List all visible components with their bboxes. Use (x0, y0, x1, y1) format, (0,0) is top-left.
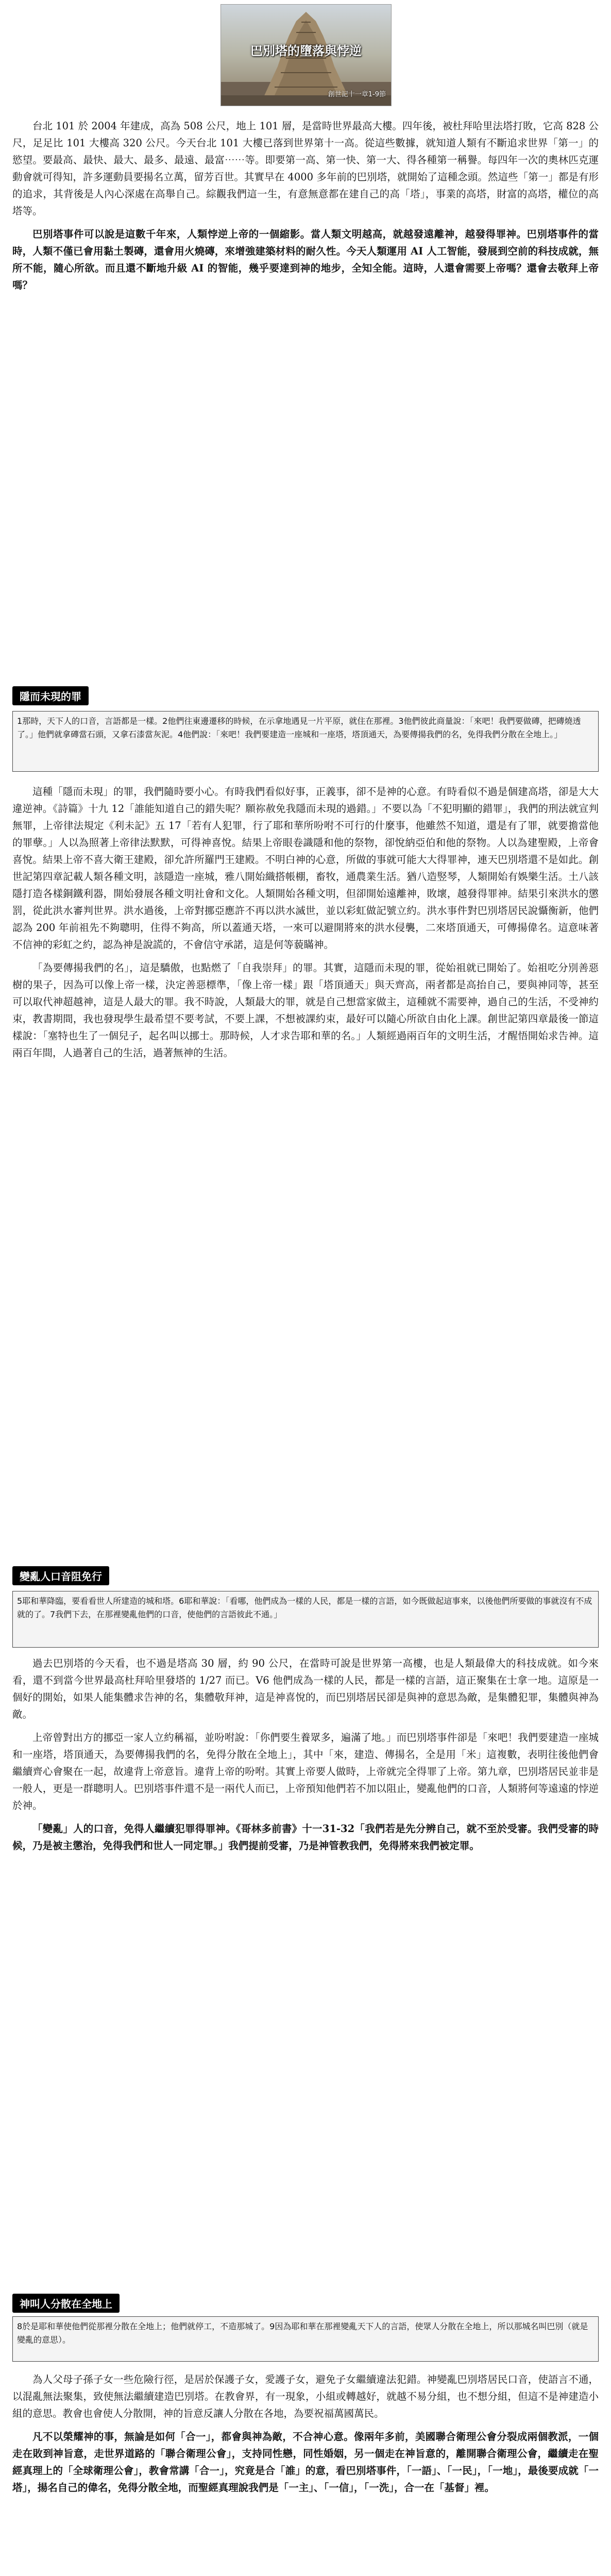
paragraph: 過去巴別塔的今天看，也不過是塔高 30 層，約 90 公尺，在當時可說是世界第一高樓，也是人類最偉大的科技成就。如今來看，還不到當今世界最高杜拜哈里發塔的 1/27 而已。V6 他們成為一樣的人民，都是一樣的言語，這正聚集在士拿一地。這原是一個好的開始，如果人能集體求告神的名，集體敬拜神，這是神喜悅的，而巴別塔居民卻是與神的意思為敵，是集體犯罪，集體與神為敵。 (12, 1657, 599, 1720)
section-2-body (12, 1655, 599, 1860)
hero-title: 巴別塔的墮落與悖逆 (250, 44, 362, 58)
paragraph: 這種「隱而未現」的罪，我們隨時要小心。有時我們看似好事，正義事，卻不是神的心意。有時看似不過是個建高塔，卻是大大違逆神。《詩篇》十九 12「誰能知道自己的錯失呢？願祢赦免我隱而未現的過錯。」不要以為「不犯明顯的錯罪」，我們的刑法就宣判無罪，上帝律法規定《利未記》五 17「若有人犯罪，行了耶和華所吩咐不可行的什麼事，他雖然不知道，還是有了罪，就要擔當他的罪孽。」人以為照著上帝律法默默，可得神喜悅。結果上帝眼卷識隱和他的祭物，卻悅納亞伯和他的祭物。人以為建聖殿，上帝會喜悅。結果上帝不喜大衛王建殿，卻允許所羅門王建殿。不明白神的心意，所做的事就可能大大得罪神，連天巴別塔還不是如此。創世記第四章記載人類各種文明，該隱造一座城，雅八開始織搭帳棚，畜牧，通農業生活。猶八造竪琴，人類開始有娛樂生活。土八該隱打造各樣銅鐵利器，開始發展各種文明社會和文化。人類開始各種文明，但卻開始遠離神，敗壞，越發得罪神。結果引來洪水的懲罰，從此洪水審判世界。洪水過後，上帝對挪亞應許不再以洪水滅世，並以彩虹做記號立約。洪水事件對巴別塔居民說懾衡新，他們認為 200 年前祖先不夠聰明，住得不夠高，所以蓋通天塔，一來可以避開將來的洪水侵襲，二來塔頂通天，可傳揚偉名。這意味著不信神的彩虹之約，認為神是說謊的，不會信守承諾，這是何等藐瞞神。 (12, 786, 599, 951)
paragraph: 上帝曾對出方的挪亞一家人立約稱福，並吩咐說：「你們要生養眾多，遍滿了地。」而巴別塔事件卻是「來吧！我們要建造一座城和一座塔，塔頂通天，為要傳揚我們的名，免得分散在全地上」，其中「來，建造、傳揚名，全是用「米」這複數，表明往後他們會繼續齊心會聚在一起，故違背上帝意旨。違背上帝的吩咐。其實上帝要人做時，上帝就完全得罪了上帝。第九章，巴別塔居民並非是一般人，更是一群聰明人。巴別塔事件還不是一兩代人而已，上帝預知他們若不加以阻止，變亂他們的口音，人類將何等遠遠的悖逆於神。 (12, 1732, 599, 1811)
paragraph: 凡不以榮耀神的事，無論是如何「合一」，都會與神為敵，不合神心意。像兩年多前，美國聯合衛理公會分裂成兩個教派，一個走在敗到神旨意，走世界道路的「聯合衛理公會」，支持同性戀，同性婚姻，另一個走在神旨意的，離開聯合衛理公會，繼續走在聖經真理上的「全球衛理公會」，教會常講「合一」，究竟是合「誰」的意，看巴別塔事件，「一語」、「一民」，「一地」，最後要成就「一塔」，揚名自己的偉名，免得分散全地，而聖經真理說我們是「一主」、「一信」，「一洗」，合一在「基督」裡。 (12, 2431, 599, 2494)
section-heading: 隱而未現的罪 (12, 686, 89, 705)
intro-section (12, 117, 599, 300)
section-heading: 神叫人分散在全地上 (12, 2294, 120, 2313)
scripture-box: 1那時，天下人的口音，言語都是一樣。2他們往東邊遷移的時候，在示拿地遇見一片平原，就住在那裡。3他們彼此商量說：「來吧！我們要做磚，把磚燒透了。」他們就拿磚當石頭，又拿石漆當灰泥。4他們說：「來吧！我們要建造一座城和一座塔，塔頂通天，為要傳揚我們的名，免得我們分散在全地上。」 (12, 711, 599, 772)
paragraph: 巴別塔事件可以說是這數千年來，人類悖逆上帝的一個縮影。當人類文明越高，就越發遠離神，越發得罪神。巴別塔事件的當時，人類不僅已會用黏土製磚，還會用火燒磚，來增強建築材料的耐久性。今天人類運用 AI 人工智能，發展到空前的科技成就，無所不能，隨心所欲。而且還不斷地升級 AI 的智能，幾乎要達到神的地步，全知全能。這時，人還會需要上帝嗎？還會去敬拜上帝嗎？ (12, 228, 599, 291)
section-1-body (12, 783, 599, 1067)
paragraph: 為人父母子孫子女一些危險行徑，是居於保護子女，愛護子女，避免子女繼續違法犯錯。神變亂巴別塔居民口音，使語言不通，以混亂無法聚集，致使無法繼續建造巴別塔。在教會界，有一現象，小組或轉越好，就越不易分組，也不想分組，但這不是神建造小組的意思。教會也會使人分散開，神的旨意反讓人分散在各地，為要祝福萬國萬民。 (12, 2374, 599, 2419)
section-heading: 變亂人口音阻免行 (12, 1566, 109, 1585)
hero-image (220, 4, 392, 106)
paragraph: 「變亂」人的口音，免得人繼續犯罪得罪神。《哥林多前書》十一31-32「我們若是先分辨自己，就不至於受審。我們受審的時候，乃是被主懲治，免得我們和世人一同定罪。」我們提前受審，乃是神管教我們，免得將來我們被定罪。 (12, 1823, 599, 1852)
hero-caption: 創世記十一章1-9節 (328, 91, 386, 98)
section-3-body (12, 2371, 599, 2502)
paragraph: 「為要傳揚我們的名」，這是驕傲，也點燃了「自我崇拜」的罪。其實，這隱而未現的罪，從始祖就已開始了。始祖吃分別善惡樹的果子，因為可以像上帝一樣，決定善惡標準，「像上帝一樣」跟「塔頂通天」與天齊高，兩者都是高抬自己，要與神同等，甚至可以取代神超越神，這是人最大的罪。我不時說，人類最大的罪，就是自己想當家做主，這種就不需要神，過自己的生活，不受神約束，教書期間，我也發現學生最希望不要考試，不要上課，不想被課約束，最好可以隨心所欲自由化上課。創世記第四章最後一節這樣說：「塞特也生了一個兒子，起名叫以挪士。那時候，人才求告耶和華的名。」人類經過兩百年的文明生活，才醒悟開始求告神。這兩百年間，人過著自己的生活，過著無神的生活。 (12, 962, 599, 1059)
paragraph: 台北 101 於 2004 年建成，高為 508 公尺，地上 101 層，是當時世界最高大樓。四年後，被杜拜哈里法塔打敗，它高 828 公尺，足足比 101 大樓高 320 公尺。今天台北 101 大樓已落到世界第十一高。從這些數據，就知道人類有不斷追求世界「第一」的慾望。要最高、最快、最大、最多、最遠、最富⋯⋯等。即要第一高、第一快、第一大、得各種第一稱譽。每四年一次的奧林匹克運動會就可得知，許多運動員要揚名立萬，留芳百世。其實早在 4000 多年前的巴別塔，就開始了這種念頭。然這些「第一」都是有形的追求，其背後是人內心深處在高舉自己。綜觀我們這一生，有意無意都在建自己的高「塔」，事業的高塔，財富的高塔，權位的高塔等。 (12, 120, 599, 217)
scripture-box: 8於是耶和華使他們從那裡分散在全地上；他們就停工，不造那城了。9因為耶和華在那裡變亂天下人的言語，使眾人分散在全地上，所以那城名叫巴別（就是變亂的意思）。 (12, 2316, 599, 2362)
scripture-box: 5耶和華降臨，要看看世人所建造的城和塔。6耶和華說：「看哪，他們成為一樣的人民，都是一樣的言語，如今既做起這事來，以後他們所要做的事就沒有不成就的了。7我們下去，在那裡變亂他們的口音，使他們的言語彼此不通。」 (12, 1591, 599, 1648)
